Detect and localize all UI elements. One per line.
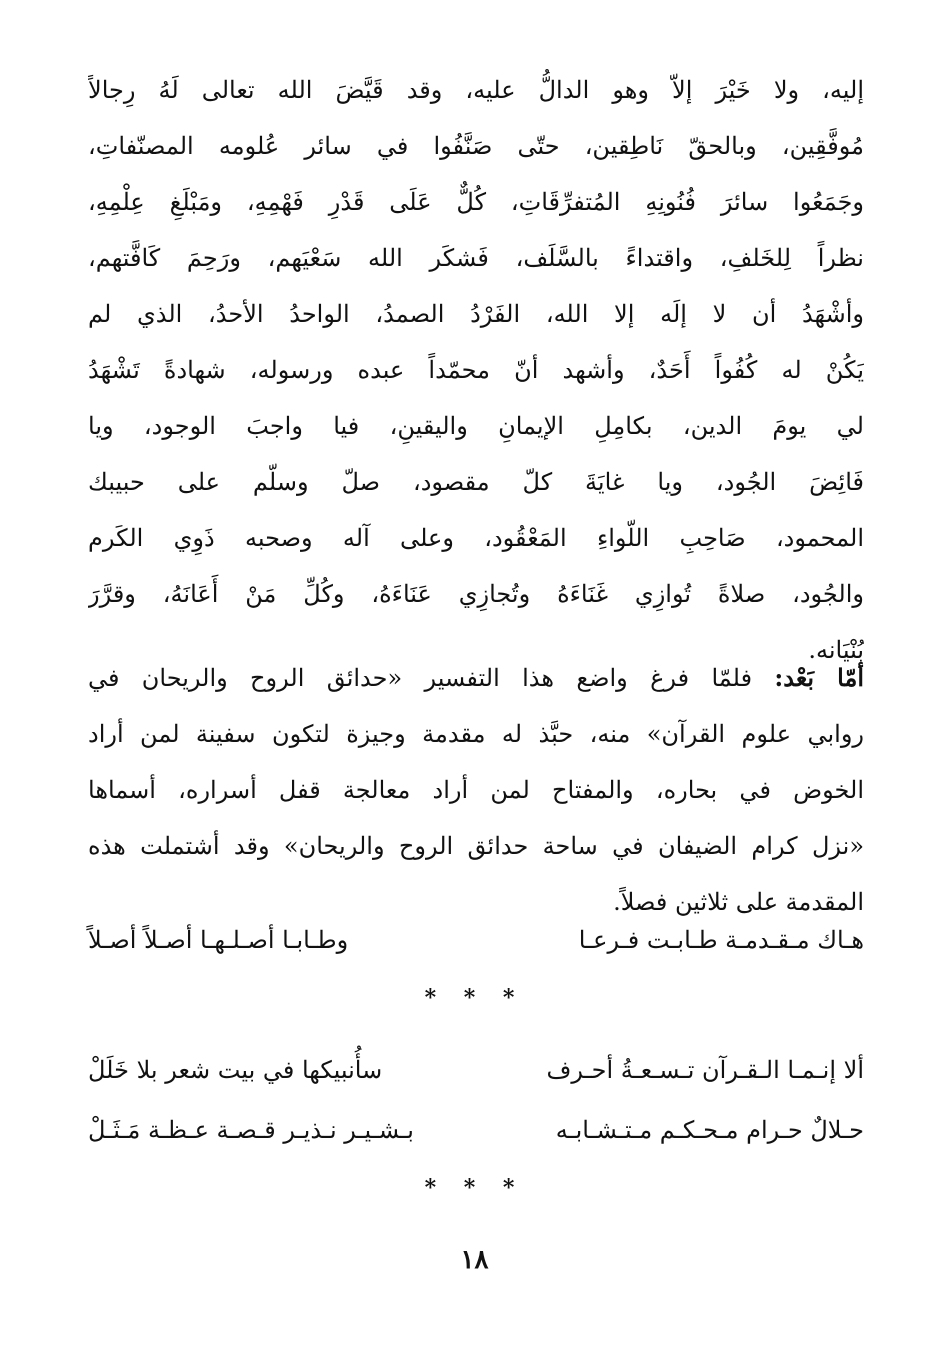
text-line: المحمود، صَاحِبِ اللّواءِ المَعْقُود، وعلى آله وصحبه ذَوِي الكَرم xyxy=(88,524,864,552)
text-line: فَائِضَ الجُود، ويا غايَةَ كلّ مقصود، صلّ وسلّم على حبيبك xyxy=(88,468,864,496)
page-number: ١٨ xyxy=(460,1245,489,1275)
section-separator: * * * xyxy=(424,985,525,1011)
verse-second-hemistich: وطـابـا أصـلـهـا أصـلاً أصـلاً xyxy=(88,926,349,954)
text-line: مُوفَّقِين، وبالحقّ نَاطِقين، حتّى صَنَّفُوا في سائر عُلومه المصنّفاتِ، xyxy=(88,132,864,160)
text-line: نظراً لِلخَلفِ، واقتداءً بالسَّلَف، فَشكَر الله سَعْيَهم، ورَحِمَ كَافَّتهم، xyxy=(88,244,864,272)
verse-first-hemistich: هـاك مـقـدمـة طـابـت فـرعـا xyxy=(578,926,864,954)
text-line: بُنْيَانه. xyxy=(808,636,864,664)
poem-verse xyxy=(88,1102,864,1158)
poem-verse xyxy=(88,912,864,968)
amma-bad-paragraph xyxy=(88,650,864,930)
poem-verse xyxy=(88,1042,864,1098)
text-line xyxy=(88,650,864,706)
text-line: المقدمة على ثلاثين فصلاً. xyxy=(613,888,864,916)
text-line: وجَمَعُوا سائرَ فُنُونِهِ المُتفرِّقَاتِ، كُلٌّ عَلَى قَدْرِ فَهْمِهِ، ومَبْلَغِ عِلْمِهِ، xyxy=(88,188,864,216)
text-line: والجُود، صلاةً تُوازِي غَنَاءَهُ وتُجازِي عَنَاءَهُ، وكُلِّ مَنْ أَعَانَهُ، وقرَّرَ xyxy=(88,580,864,608)
verse-first-hemistich: حـلالٌ حـرام مـحـكـم مـتـشـابـه xyxy=(555,1116,864,1144)
text-line-rest: فلمّا فرغ واضع هذا التفسير «حدائق الروح والريحان في xyxy=(88,664,775,692)
text-line: لي يومَ الدين، بكامِلِ الإيمانِ واليقينِ، فيا واجبَ الوجود، ويا xyxy=(88,412,864,440)
verse-second-hemistich: بـشـيـر نـذيـر قـصـة عـظـة مَـثَـلْ xyxy=(88,1116,414,1144)
text-line: روابي علوم القرآن» منه، حبَّذ له مقدمة وجيزة لتكون سفينة لمن أراد xyxy=(88,720,864,748)
verse-second-hemistich: سأُنبيكها في بيت شعر بلا خَلَلْ xyxy=(88,1056,383,1084)
text-line: «نزل كرام الضيفان في ساحة حدائق الروح والريحان» وقد أشتملت هذه xyxy=(88,832,864,860)
amma-bad-lead: أمّا بَعْد: xyxy=(774,663,864,692)
verse-first-hemistich: ألا إنـمـا الـقـرآن تـسـعـةُ أحـرف xyxy=(546,1056,864,1084)
opening-paragraph xyxy=(88,62,864,678)
text-line: إليه، ولا خَيْرَ إلاّ وهو الدالُّ عليه، وقد قَيَّضَ الله تعالى لَهُ رِجالاً xyxy=(88,76,864,104)
text-line: يَكُنْ له كُفُواً أَحَدٌ، وأشهد أنّ محمّداً عبده ورسوله، شهادةً تَشْهَدُ xyxy=(88,356,864,384)
text-line: الخوض في بحاره، والمفتاح لمن أراد معالجة قفل أسراره، أسماها xyxy=(88,776,864,804)
section-separator: * * * xyxy=(424,1175,525,1201)
text-line: وأشْهَدُ أن لا إلَه إلا الله، الفَرْدُ الصمدُ، الواحدُ الأحدُ، الذي لم xyxy=(88,300,864,328)
